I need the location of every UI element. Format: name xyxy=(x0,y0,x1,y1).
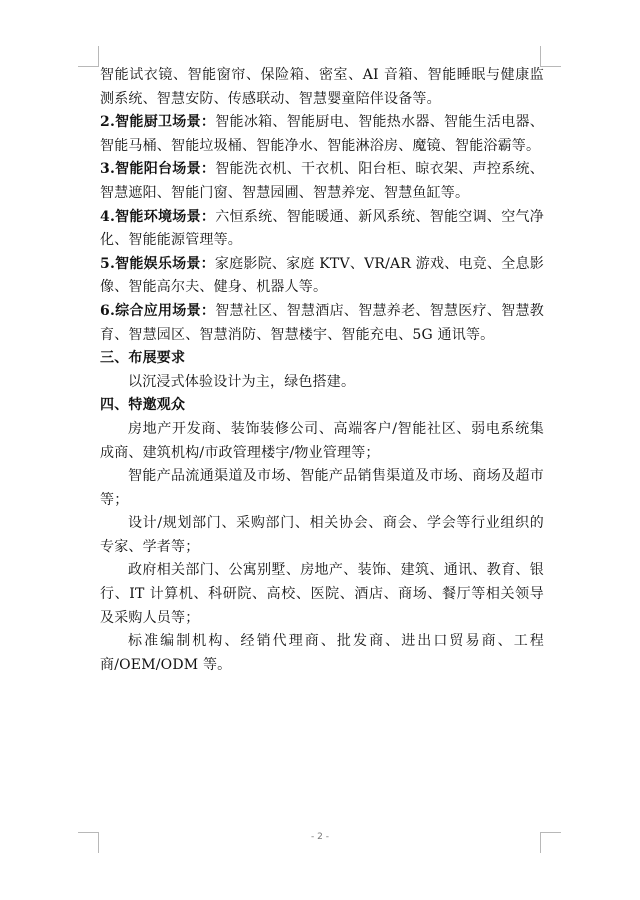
exhibition-requirements-text: 以沉浸式体验设计为主，绿色搭建。 xyxy=(128,373,356,390)
scene-entertainment xyxy=(100,253,544,300)
scene-text: 智能冰箱、智能厨电、智能热水器、智能生活电器、智能马桶、智能垃圾桶、智能净水、智能淋浴房、魔镜、智能浴霸等。 xyxy=(100,114,544,154)
scene-text: 家庭影院、家庭 KTV、VR/AR 游戏、电竞、全息影像、智能高尔夫、健身、机器人等。 xyxy=(100,255,544,296)
page-number: - 2 - xyxy=(311,832,329,842)
invited-visitors-paragraph: 设计/规划部门、采购部门、相关协会、商会、学会等行业组织的专家、学者等； xyxy=(100,515,544,555)
scene-environment xyxy=(100,206,544,253)
invited-visitors-paragraph: 标准编制机构、经销代理商、批发商、进出口贸易商、工程商/OEM/ODM 等。 xyxy=(100,633,544,673)
intro-continuation: 智能试衣镜、智能窗帘、保险箱、密室、AI 音箱、智能睡眠与健康监测系统、智慧安防、传感联动、智慧婴童陪伴设备等。 xyxy=(100,67,544,107)
section-heading-exhibition-requirements: 三、布展要求 xyxy=(100,350,186,367)
margin-mark-top-left xyxy=(78,46,99,67)
scene-label: 6.综合应用场景： xyxy=(100,302,216,319)
scene-text: 六恒系统、智能暖通、新风系统、智能空调、空气净化、智能能源管理等。 xyxy=(100,208,544,249)
invited-visitors-paragraph: 智能产品流通渠道及市场、智能产品销售渠道及市场、商场及超市等； xyxy=(100,468,544,508)
scene-label: 3.智能阳台场景： xyxy=(100,161,216,178)
document-body xyxy=(100,64,544,677)
scene-balcony xyxy=(100,158,544,205)
scene-label: 5.智能娱乐场景： xyxy=(100,255,215,272)
invited-visitors-paragraph: 房地产开发商、装饰装修公司、高端客户/智能社区、弱电系统集成商、建筑机构/市政管理楼宇/物业管理等； xyxy=(100,420,544,461)
scene-text: 智能洗衣机、干衣机、阳台柜、晾衣架、声控系统、智慧遮阳、智能门窗、智慧园圃、智慧养宠、智慧鱼缸等。 xyxy=(100,161,544,201)
scene-integrated xyxy=(100,300,544,347)
scene-text: 智慧社区、智慧酒店、智慧养老、智慧医疗、智慧教育、智慧园区、智慧消防、智慧楼宇、智能充电、5G 通讯等。 xyxy=(100,302,544,343)
section-heading-invited-visitors: 四、特邀观众 xyxy=(100,397,186,414)
invited-visitors-paragraph: 政府相关部门、公寓别墅、房地产、装饰、建筑、通讯、教育、银行、IT 计算机、科研院、高校、医院、酒店、商场、餐厅等相关领导及采购人员等； xyxy=(100,562,544,626)
scene-kitchen-bath xyxy=(100,111,544,158)
scene-label: 2.智能厨卫场景： xyxy=(100,114,216,131)
scene-label: 4.智能环境场景： xyxy=(100,208,216,225)
